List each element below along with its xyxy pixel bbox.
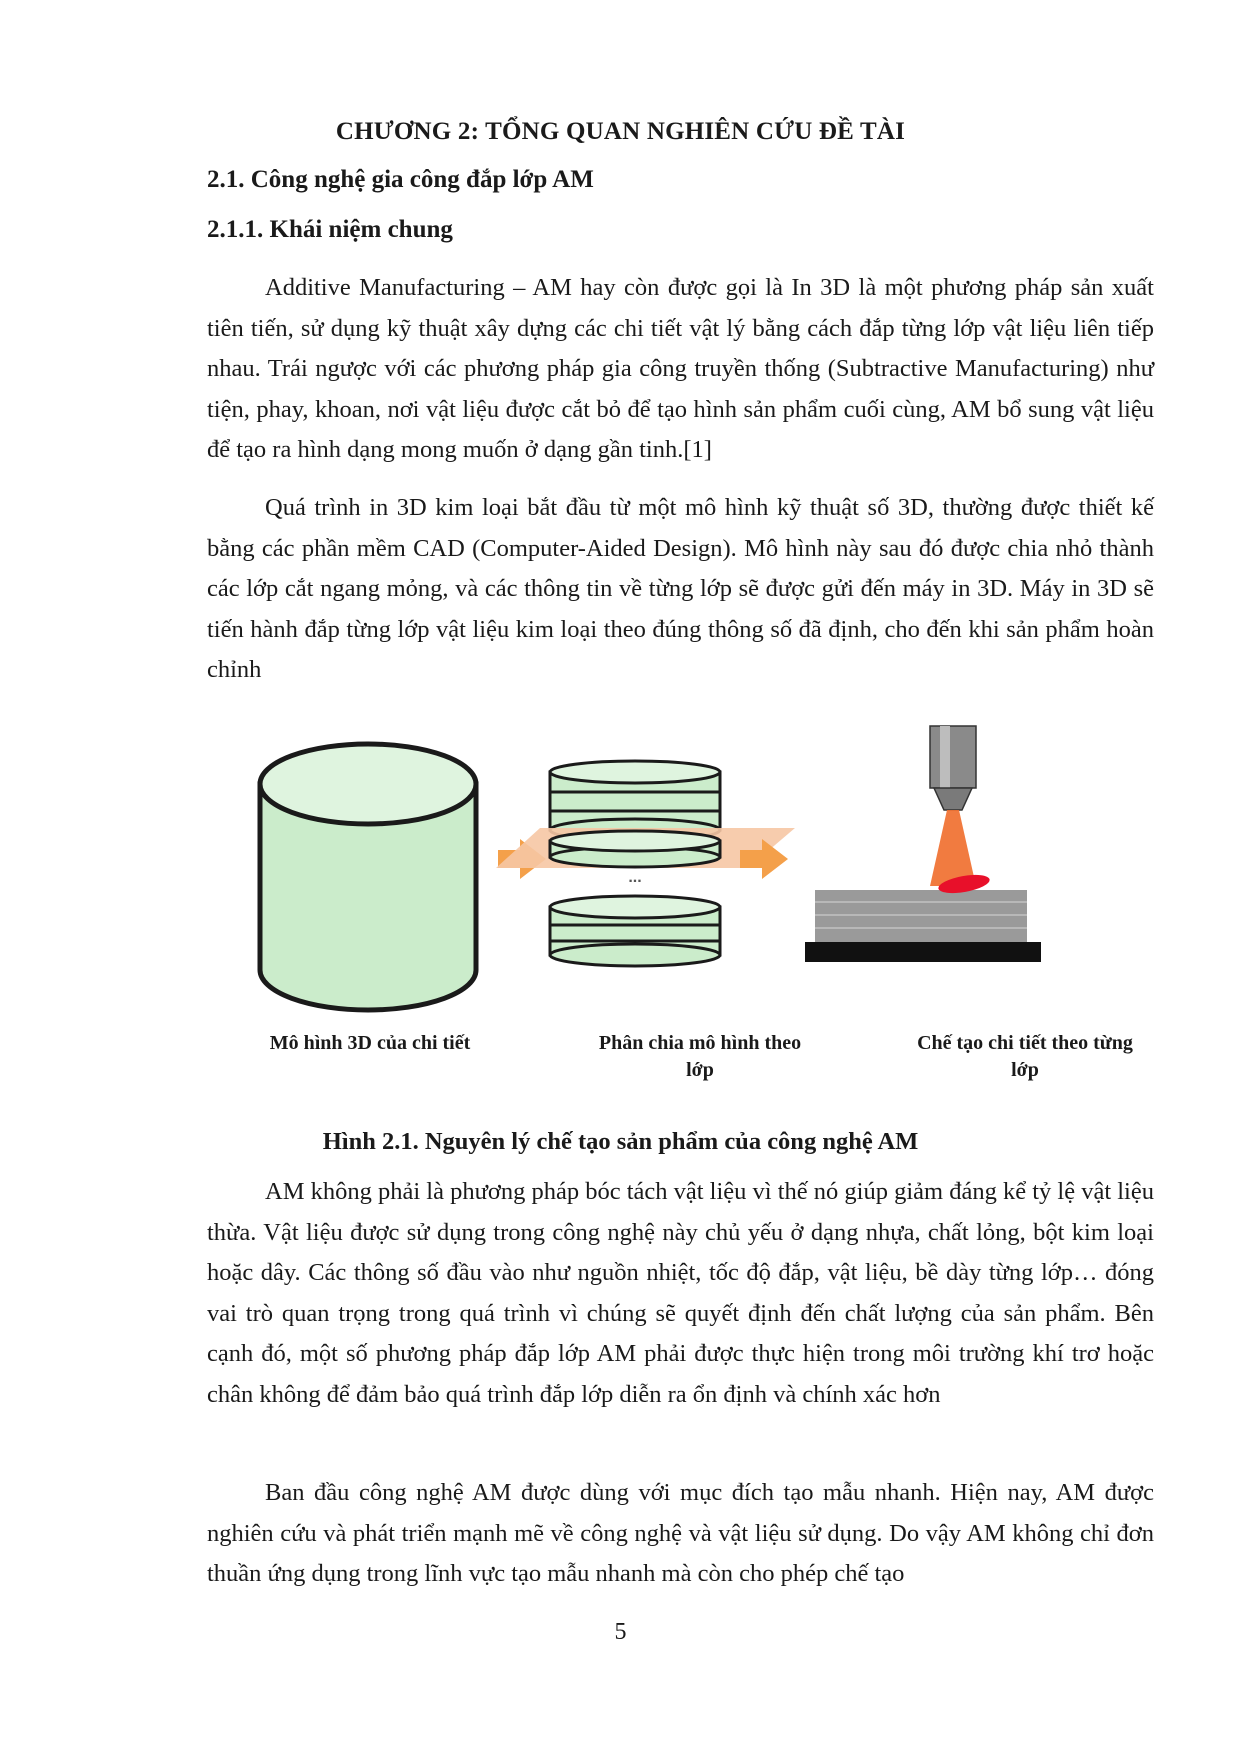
subsection-heading: 2.1.1. Khái niệm chung — [207, 216, 453, 243]
am-process-diagram — [250, 722, 1170, 1022]
chapter-title: CHƯƠNG 2: TỔNG QUAN NGHIÊN CỨU ĐỀ TÀI — [335, 118, 906, 145]
paragraph: Ban đầu công nghệ AM được dùng với mục đích tạo mẫu nhanh. Hiện nay, AM được nghiên cứu và phát triển mạnh mẽ về công nghệ và vật liệu sử dụng. Do vậy AM không chỉ đơn thuần ứng dụng trong lĩnh vực tạo mẫu nhanh mà còn cho phép chế tạo — [207, 1479, 1154, 1588]
cylinder-model — [260, 744, 476, 1010]
caption-step-1: Mô hình 3D của chi tiết — [269, 1032, 471, 1054]
section-heading: 2.1. Công nghệ gia công đắp lớp AM — [207, 166, 594, 193]
caption-step-3: Chế tạo chi tiết theo từng lớp — [917, 1032, 1133, 1081]
paragraph: Quá trình in 3D kim loại bắt đầu từ một mô hình kỹ thuật số 3D, thường được thiết kế bằng các phần mềm CAD (Computer-Aided Design). Mô hình này sau đó được chia nhỏ thành các lớp cắt ngang mỏng, và các thông tin về từng lớp sẽ được gửi đến máy in 3D. Máy in 3D sẽ tiến hành đắp từng lớp vật liệu kim loại theo đúng thông số đã định, cho đến khi sản phẩm hoàn chỉnh — [207, 494, 1154, 684]
paragraph: AM không phải là phương pháp bóc tách vật liệu vì thế nó giúp giảm đáng kể tỷ lệ vật liệu thừa. Vật liệu được sử dụng trong công nghệ này chủ yếu ở dạng nhựa, chất lỏng, bột kim loại hoặc dây. Các thông số đầu vào như nguồn nhiệt, tốc độ đắp, vật liệu, bề dày từng lớp… đóng vai trò quan trọng trong quá trình vì chúng sẽ quyết định đến chất lượng của sản phẩm. Bên cạnh đó, một số phương pháp đắp lớp AM phải được thực hiện trong môi trường khí trơ hoặc chân không để đảm bảo quá trình đắp lớp diễn ra ổn định và chính xác hơn — [207, 1178, 1154, 1408]
paragraph: Additive Manufacturing – AM hay còn được gọi là In 3D là một phương pháp sản xuất tiên tiến, sử dụng kỹ thuật xây dựng các chi tiết vật lý bằng cách đắp từng lớp vật liệu liên tiếp nhau. Trái ngược với các phương pháp gia công truyền thống (Subtractive Manufacturing) như tiện, phay, khoan, nơi vật liệu được cắt bỏ để tạo hình sản phẩm cuối cùng, AM bổ sung vật liệu để tạo ra hình dạng mong muốn ở dạng gần tinh.[1] — [207, 274, 1154, 464]
am-process-figure — [250, 722, 1170, 1092]
fabrication-process — [805, 726, 1041, 962]
caption-step-2: Phân chia mô hình theo lớp — [598, 1032, 802, 1081]
page-number: 5 — [614, 1619, 627, 1645]
figure-caption: Hình 2.1. Nguyên lý chế tạo sản phẩm của công nghệ AM — [322, 1128, 919, 1155]
ellipsis-mark: ... — [628, 869, 642, 886]
